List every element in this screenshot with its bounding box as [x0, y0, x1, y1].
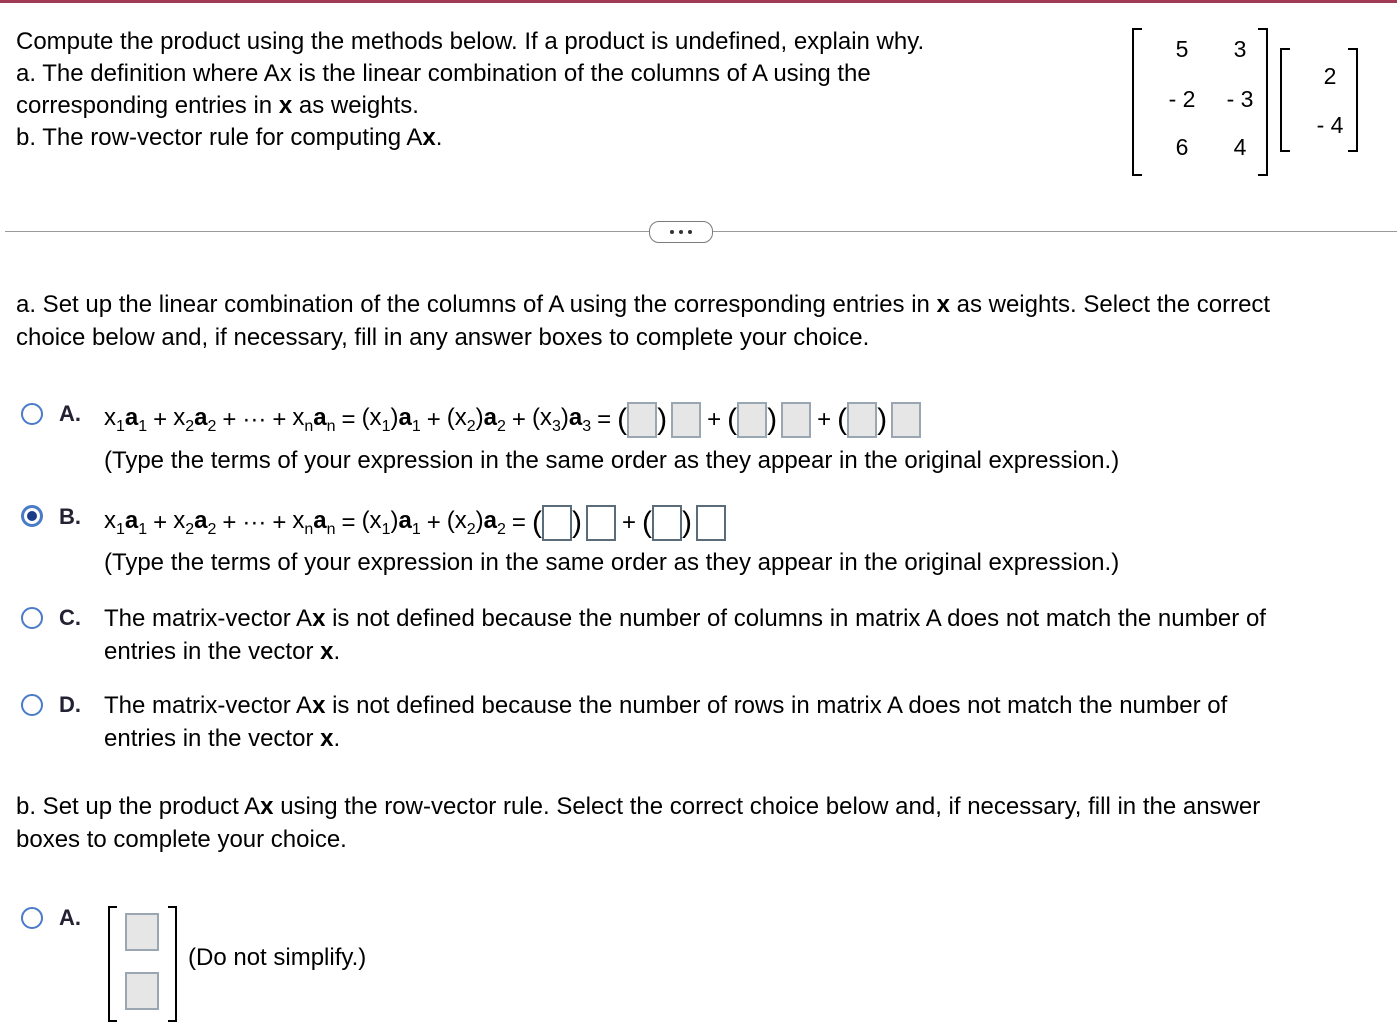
matrix-right-bracket: [1258, 28, 1268, 176]
top-accent-rule: [0, 0, 1397, 3]
part-b-note: (Do not simplify.): [188, 944, 367, 971]
choice-b-letter: B.: [59, 504, 81, 529]
part-b-choice-a-letter: A.: [59, 905, 81, 930]
matrix-cell: 3: [1233, 36, 1247, 62]
choice-a-expression: $x_1a_1$ + $x_2a_2$ + ··· + $x_na_n$ = $(x_1)a_1$ + $(x_2)a_2$ + $(x_3)a_3$ = ( ) + ( ) + ( ): [104, 402, 921, 438]
answer-box[interactable]: [542, 505, 572, 541]
prompt-line-2: a. The definition where Ax is the linear combination of the columns of A using the: [16, 60, 871, 87]
answer-box[interactable]: [847, 402, 877, 438]
dot-icon: [679, 230, 683, 234]
choice-a-note: (Type the terms of your expression in the same order as they appear in the original expression.): [104, 447, 1120, 474]
choice-c-text: The matrix-vector Ax is not defined because the number of columns in matrix A does not match the number of entries in the vector x.: [104, 605, 1266, 665]
radio-choice-d[interactable]: [21, 694, 43, 716]
radio-choice-b[interactable]: [21, 505, 43, 527]
prompt-line-3: corresponding entries in x as weights.: [16, 92, 419, 119]
part-b-instructions: b. Set up the product Ax using the row-vector rule. Select the correct choice below and, if necessary, fill in the answer boxes to complete your choice.: [16, 793, 1261, 853]
vector-left-bracket: [1280, 48, 1290, 152]
answer-box[interactable]: [125, 913, 159, 951]
choice-a-letter: A.: [59, 401, 81, 426]
choice-d-letter: D.: [59, 692, 81, 717]
answer-box[interactable]: [696, 505, 726, 541]
matrix-cell: 6: [1175, 134, 1189, 160]
dot-icon: [688, 230, 692, 234]
vector-right-bracket: [1348, 48, 1358, 152]
expand-more-button[interactable]: [649, 221, 713, 243]
radio-part-b-choice-a[interactable]: [21, 907, 43, 929]
answer-box[interactable]: [586, 505, 616, 541]
answer-box[interactable]: [652, 505, 682, 541]
matrix-left-bracket: [1132, 28, 1142, 176]
matrix-cell: - 3: [1226, 86, 1254, 112]
answer-box[interactable]: [891, 402, 921, 438]
vector-cell: 2: [1323, 63, 1337, 89]
matrix-vector-product: [1130, 26, 1370, 176]
prompt-line-1: Compute the product using the methods below. If a product is undefined, explain why.: [16, 28, 925, 55]
matrix-cell: 4: [1233, 134, 1247, 160]
dot-icon: [670, 230, 674, 234]
prompt-line-4: b. The row-vector rule for computing Ax.: [16, 124, 443, 151]
answer-box[interactable]: [627, 402, 657, 438]
radio-choice-a[interactable]: [21, 403, 43, 425]
matrix-cell: - 2: [1168, 86, 1196, 112]
answer-box[interactable]: [737, 402, 767, 438]
choice-b-expression: $x_1a_1$ + $x_2a_2$ + ··· + $x_na_n$ = $(x_1)a_1$ + $(x_2)a_2$ = ( ) + ( ): [104, 505, 726, 541]
matrix-cell: 5: [1175, 36, 1189, 62]
radio-choice-c[interactable]: [21, 607, 43, 629]
question-prompt: [16, 26, 924, 154]
answer-box[interactable]: [671, 402, 701, 438]
answer-matrix-left-bracket: [108, 906, 117, 1022]
part-a-instructions: a. Set up the linear combination of the columns of A using the corresponding entries in x as weights. Select the correct choice below and, if necessary, fill in any answer boxes to complete your choice.: [16, 291, 1271, 351]
vector-cell: - 4: [1316, 112, 1344, 138]
answer-matrix-right-bracket: [168, 906, 177, 1022]
choice-b-note: (Type the terms of your expression in the same order as they appear in the original expression.): [104, 549, 1120, 576]
choice-d-text: The matrix-vector Ax is not defined because the number of rows in matrix A does not match the number of entries in the vector x.: [104, 692, 1228, 752]
answer-box[interactable]: [125, 972, 159, 1010]
answer-box[interactable]: [781, 402, 811, 438]
choice-c-letter: C.: [59, 605, 81, 630]
